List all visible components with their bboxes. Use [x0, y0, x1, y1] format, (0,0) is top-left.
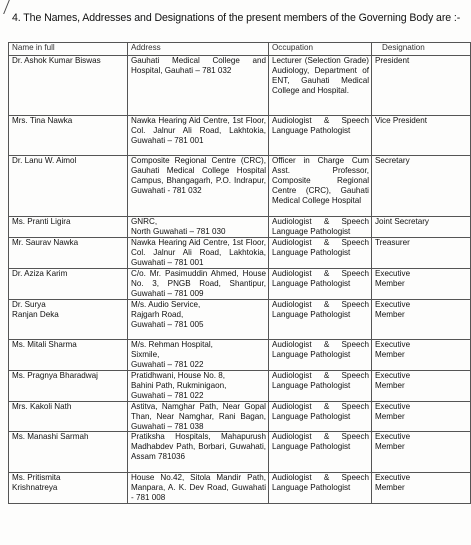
member-name: Dr. Aziza Karim	[9, 269, 128, 300]
member-designation: Executive Member	[372, 370, 471, 401]
governing-body-table	[8, 42, 471, 504]
member-name: Mrs. Kakoli Nath	[9, 401, 128, 432]
member-occupation: Audiologist & Speech Language Pathologist	[269, 473, 372, 504]
member-address: Pratidhwani, House No. 8, Bahini Path, Rukminigaon, Guwahati – 781 022	[128, 370, 269, 401]
member-name: Ms. Pranti Ligira	[9, 217, 128, 238]
member-name: Dr. Surya Ranjan Deka	[9, 299, 128, 339]
member-address: House No.42, Sitola Mandir Path, Manpara, A. K. Dev Road, Guwahati - 781 008	[128, 473, 269, 504]
member-name: Ms. Pragnya Bharadwaj	[9, 370, 128, 401]
table-row	[9, 156, 471, 217]
table-row	[9, 217, 471, 238]
member-designation: Vice President	[372, 116, 471, 156]
header-address: Address	[128, 43, 269, 56]
member-occupation: Audiologist & Speech Language Pathologist	[269, 238, 372, 269]
member-name: Dr. Ashok Kumar Biswas	[9, 56, 128, 116]
member-occupation: Audiologist & Speech Language Pathologist	[269, 269, 372, 300]
member-address: GNRC, North Guwahati – 781 030	[128, 217, 269, 238]
member-designation: Secretary	[372, 156, 471, 217]
member-designation: Treasurer	[372, 238, 471, 269]
table-header-row	[9, 43, 471, 56]
table-row	[9, 473, 471, 504]
table-row	[9, 370, 471, 401]
member-address: Nawka Hearing Aid Centre, 1st Floor, Col. Jalnur Ali Road, Lakhtokia, Guwahati – 781 001	[128, 116, 269, 156]
member-name: Mr. Saurav Nawka	[9, 238, 128, 269]
member-address: Pratiksha Hospitals, Mahapurush Madhabdev Path, Borbari, Guwahati, Assam 781036	[128, 432, 269, 473]
member-occupation: Audiologist & Speech Language Pathologist	[269, 432, 372, 473]
header-designation: Designation	[372, 43, 471, 56]
member-address: Astitva, Namghar Path, Near Gopal Than, Near Namghar, Rani Bagan, Guwahati – 781 038	[128, 401, 269, 432]
member-name: Ms. Pritismita Krishnatreya	[9, 473, 128, 504]
header-name: Name in full	[9, 43, 128, 56]
member-occupation: Audiologist & Speech Language Pathologist	[269, 116, 372, 156]
table-row	[9, 432, 471, 473]
member-occupation: Audiologist & Speech Language Pathologist	[269, 217, 372, 238]
member-name: Ms. Manashi Sarmah	[9, 432, 128, 473]
member-occupation: Audiologist & Speech Language Pathologist	[269, 401, 372, 432]
member-designation: President	[372, 56, 471, 116]
member-address: M/s. Audio Service, Rajgarh Road, Guwahati – 781 005	[128, 299, 269, 339]
member-address: C/o. Mr. Pasimuddin Ahmed, House No. 3, PNGB Road, Shantipur, Guwahati – 781 009	[128, 269, 269, 300]
member-occupation: Audiologist & Speech Language Pathologist	[269, 299, 372, 339]
table-row	[9, 401, 471, 432]
table-row	[9, 299, 471, 339]
member-occupation: Audiologist & Speech Language Pathologist	[269, 370, 372, 401]
member-designation: Executive Member	[372, 299, 471, 339]
table-row	[9, 339, 471, 370]
member-designation: Executive Member	[372, 269, 471, 300]
member-address: M/s. Rehman Hospital, Sixmile, Guwahati – 781 022	[128, 339, 269, 370]
member-address: Gauhati Medical College and Hospital, Gauhati – 781 032	[128, 56, 269, 116]
member-occupation: Lecturer (Selection Grade) Audiology, Department of ENT, Gauhati Medical College and Hospital.	[269, 56, 372, 116]
member-occupation: Audiologist & Speech Language Pathologist	[269, 339, 372, 370]
table-row	[9, 116, 471, 156]
header-occupation: Occupation	[269, 43, 372, 56]
table-row	[9, 56, 471, 116]
table-row	[9, 238, 471, 269]
member-address: Composite Regional Centre (CRC), Gauhati Medical College Hospital Campus, Bhangagarh, P.O. Indrapur, Guwahati - 781 032	[128, 156, 269, 217]
member-designation: Executive Member	[372, 473, 471, 504]
section-heading: 4. The Names, Addresses and Designations of the present members of the Governing Body are :-	[12, 12, 461, 24]
member-name: Mrs. Tina Nawka	[9, 116, 128, 156]
member-address: Nawka Hearing Aid Centre, 1st Floor, Col. Jalnur Ali Road, Lakhtokia, Guwahati – 781 001	[128, 238, 269, 269]
member-designation: Executive Member	[372, 401, 471, 432]
table-row	[9, 269, 471, 300]
member-name: Dr. Lanu W. Aimol	[9, 156, 128, 217]
member-designation: Joint Secretary	[372, 217, 471, 238]
member-occupation: Officer in Charge Cum Asst. Professor, Composite Regional Centre (CRC), Gauhati Medical College Hospital	[269, 156, 372, 217]
member-name: Ms. Mitali Sharma	[9, 339, 128, 370]
member-designation: Executive Member	[372, 339, 471, 370]
member-designation: Executive Member	[372, 432, 471, 473]
